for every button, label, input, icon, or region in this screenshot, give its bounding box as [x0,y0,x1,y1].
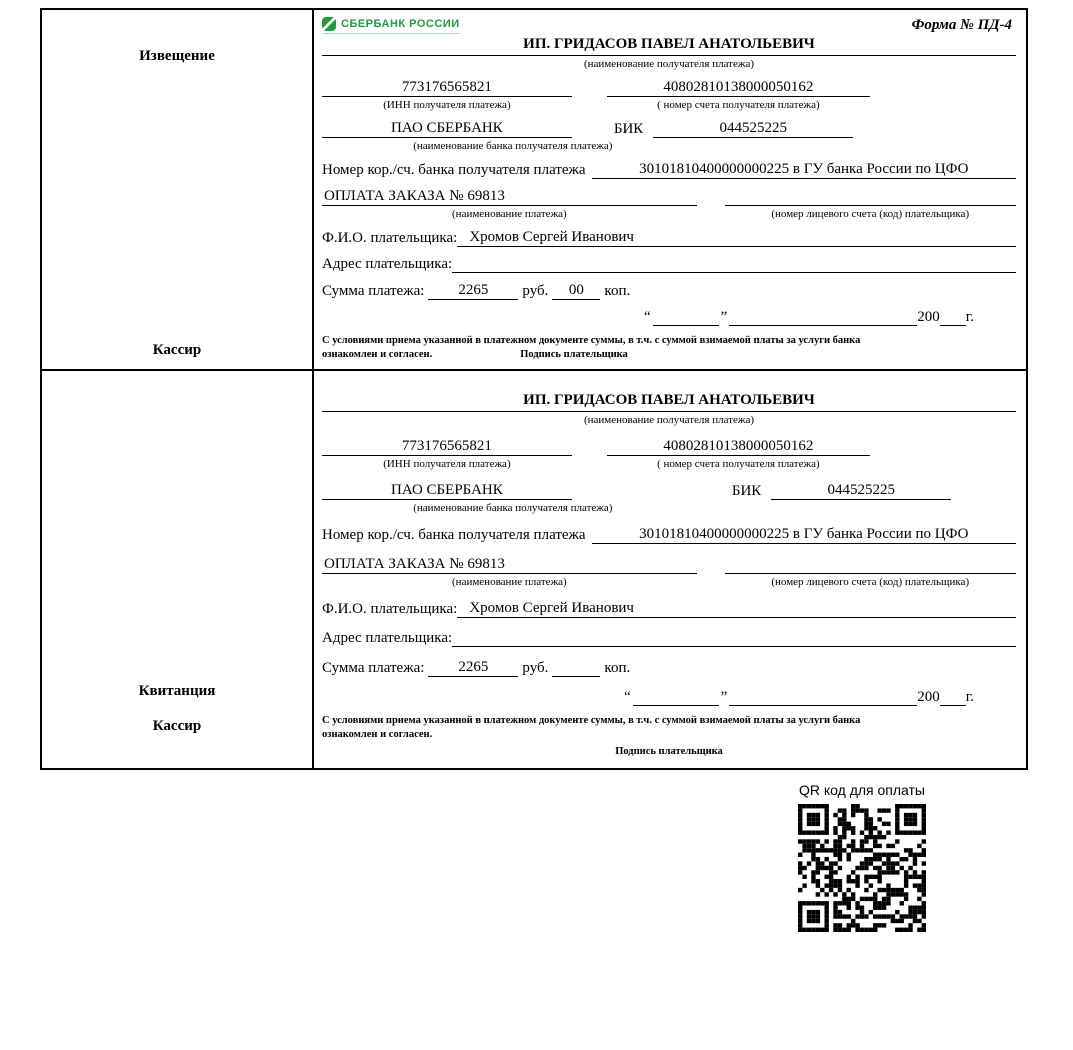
personal-account-caption: (номер лицевого счета (код) плательщика) [771,576,970,588]
sum-rub-value: 2265 [428,282,518,300]
payer-name-label: Ф.И.О. плательщика: [322,601,458,617]
sum-kop-value [552,676,600,677]
bank-name: ПАО СБЕРБАНК [322,120,572,138]
qr-label: QR код для оплаты [798,782,925,798]
account-caption: ( номер счета получателя платежа) [657,458,820,470]
year-suffix: г. [965,309,974,325]
bik-value: 044525225 [771,482,951,500]
bik-label: БИК [613,121,644,137]
corr-account-label: Номер кор./сч. банка получателя платежа [322,162,586,178]
kop-label: коп. [604,660,631,676]
notice-label: Извещение [139,48,215,64]
form-number: Форма № ПД-4 [911,17,1012,33]
payment-purpose: ОПЛАТА ЗАКАЗА № 69813 [322,188,697,206]
date-month-line [729,325,917,326]
qr-code [798,804,926,932]
sberbank-logo-icon [322,17,336,31]
year-line [940,325,966,326]
purpose-caption: (наименование платежа) [452,576,567,588]
receipt-slip [40,369,1028,770]
sum-rub-value: 2265 [428,659,518,677]
inn-value: 773176565821 [322,438,572,456]
payer-signature-label: Подпись плательщика [520,349,628,361]
purpose-caption: (наименование платежа) [452,208,567,220]
year-prefix: 200 [917,689,940,705]
receipt-side-column [42,371,314,768]
quote-open: “ [623,689,631,705]
cashier-label: Кассир [152,342,202,358]
payment-purpose: ОПЛАТА ЗАКАЗА № 69813 [322,556,697,574]
inn-caption: (ИНН получателя платежа) [383,99,511,111]
recipient-caption: (наименование получателя платежа) [583,414,755,426]
bank-caption: (наименование банка получателя платежа) [413,502,613,514]
date-month-line [729,705,917,706]
payer-name-value: Хромов Сергей Иванович [457,600,1016,618]
notice-form [314,10,1026,369]
year-suffix: г. [965,689,974,705]
bik-label: БИК [731,483,762,499]
payer-address-line [452,646,1016,647]
account-value: 40802810138000050162 [607,79,871,97]
recipient-name: ИП. ГРИДАСОВ ПАВЕЛ АНАТОЛЬЕВИЧ [322,392,1016,412]
terms-line1: С условиями приема указанной в платежном документе суммы, в т.ч. с суммой взимаемой платы за услуги банка [322,715,861,726]
bank-caption: (наименование банка получателя платежа) [413,140,613,152]
sum-kop-value: 00 [552,282,600,300]
corr-account-value: 30101810400000000225 в ГУ банка России по ЦФО [592,161,1016,179]
terms-text [322,334,1016,362]
corr-account-label: Номер кор./сч. банка получателя платежа [322,527,586,543]
recipient-caption: (наименование получателя платежа) [583,58,755,70]
kop-label: коп. [604,283,631,299]
account-caption: ( номер счета получателя платежа) [657,99,820,111]
receipt-form [314,371,1026,768]
receipt-label: Квитанция [138,683,216,699]
payer-address-line [452,272,1016,273]
quote-open: “ [643,309,651,325]
notice-slip [40,8,1028,371]
payer-signature-label: Подпись плательщика [615,746,723,758]
bik-value: 044525225 [653,120,853,138]
quote-close: ” [720,309,728,325]
quote-close: ” [720,689,728,705]
terms-text [322,714,1016,742]
payer-name-value: Хромов Сергей Иванович [457,229,1016,247]
date-day-line [633,705,719,706]
notice-side-column [42,10,314,369]
date-day-line [653,325,719,326]
cashier-label: Кассир [152,718,202,734]
rub-label: руб. [522,660,549,676]
payer-address-label: Адрес плательщика: [322,630,453,646]
terms-line2: ознакомлен и согласен. [322,349,433,361]
terms-line2: ознакомлен и согласен. [322,729,433,741]
rub-label: руб. [522,283,549,299]
personal-account-line [725,573,1017,574]
sum-label: Сумма платежа: [322,660,425,676]
sberbank-logo-text: СБЕРБАНК РОССИИ [341,18,460,30]
payer-name-label: Ф.И.О. плательщика: [322,230,458,246]
personal-account-caption: (номер лицевого счета (код) плательщика) [771,208,970,220]
inn-caption: (ИНН получателя платежа) [383,458,511,470]
sberbank-logo [322,17,460,34]
payer-address-label: Адрес плательщика: [322,256,453,272]
qr-section [784,782,940,932]
personal-account-line [725,205,1017,206]
account-value: 40802810138000050162 [607,438,871,456]
bank-name: ПАО СБЕРБАНК [322,482,572,500]
year-prefix: 200 [917,309,940,325]
corr-account-value: 30101810400000000225 в ГУ банка России по ЦФО [592,526,1016,544]
sum-label: Сумма платежа: [322,283,425,299]
year-line [940,705,966,706]
terms-line1: С условиями приема указанной в платежном документе суммы, в т.ч. с суммой взимаемой платы за услуги банка [322,335,861,346]
recipient-name: ИП. ГРИДАСОВ ПАВЕЛ АНАТОЛЬЕВИЧ [322,36,1016,56]
inn-value: 773176565821 [322,79,572,97]
